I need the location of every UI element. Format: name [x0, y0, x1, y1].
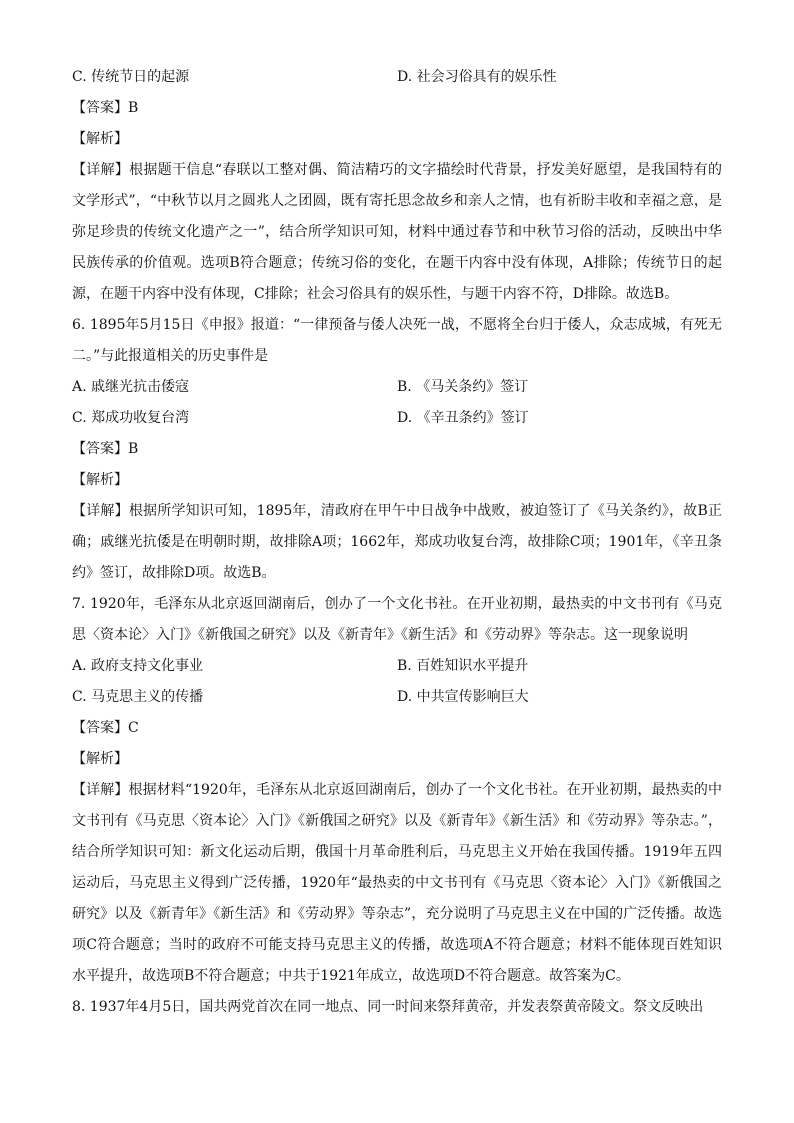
option-c: C. 郑成功收复台湾: [72, 410, 190, 426]
analysis-heading: 【解析】: [72, 472, 128, 488]
option-c: C. 传统节日的起源: [72, 69, 190, 85]
analysis-heading: 【解析】: [72, 751, 128, 767]
explanation-paragraph: 【详解】根据题干信息“春联以工整对偶、简洁精巧的文字描绘时代背景，抒发美好愿望，是我国特有的文学形式”，“中秋节以月之圆兆人之团圆，既有寄托思念故乡和亲人之情，也有祈盼丰收和幸福之意，是弥足珍贵的传统文化遗产之一”，结合所学知识可知，材料中通过春节和中秋节习俗的活动，反映出中华民族传承的价值观。选项B符合题意；传统习俗的变化，在题干内容中没有体现，A排除；传统节日的起源，在题干内容中没有体现，C排除；社会习俗具有的娱乐性，与题干内容不符，D排除。故选B。: [72, 162, 722, 302]
options-row: [72, 372, 722, 403]
question-8: 8. 1937年4月5日，国共两党首次在同一地点、同一时间来祭拜黄帝，并发表祭黄帝陵文。祭文反映出: [72, 999, 704, 1015]
option-a: A. 政府支持文化事业: [72, 658, 204, 674]
analysis-heading: 【解析】: [72, 131, 128, 147]
question-7: 7. 1920年，毛泽东从北京返回湖南后，创办了一个文化书社。在开业初期，最热卖的中文书刊有《马克思〈资本论〉入门》《新俄国之研究》以及《新青年》《新生活》和《劳动界》等杂志。这一现象说明: [72, 596, 722, 643]
explanation-paragraph: 【详解】根据所学知识可知，1895年，清政府在甲午中日战争中战败，被迫签订了《马关条约》，故B正确；戚继光抗倭是在明朝时期，故排除A项；1662年，郑成功收复台湾，故排除C项；1901年，《辛丑条约》签订，故排除D项。故选B。: [72, 503, 722, 581]
answer-line: 【答案】B: [72, 100, 139, 116]
options-row: [72, 403, 722, 434]
option-d: D. 社会习俗具有的娱乐性: [397, 69, 557, 85]
question-6: 6. 1895年5月15日《申报》报道：“一律预备与倭人决死一战，不愿将全台归于倭人，众志成城，有死无二。”与此报道相关的历史事件是: [72, 317, 722, 364]
option-d: D. 中共宣传影响巨大: [397, 689, 529, 705]
options-row: [72, 651, 722, 682]
options-row: [72, 62, 722, 93]
explanation-paragraph: 【详解】根据材料“1920年，毛泽东从北京返回湖南后，创办了一个文化书社。在开业初期，最热卖的中文书刊有《马克思〈资本论〉入门》《新俄国之研究》以及《新青年》《新生活》和《劳动界》等杂志。”，结合所学知识可知：新文化运动后期，俄国十月革命胜利后，马克思主义开始在我国传播。1919年五四运动后，马克思主义得到广泛传播，1920年“最热卖的中文书刊有《马克思〈资本论〉入门》《新俄国之研究》以及《新青年》《新生活》和《劳动界》等杂志”，充分说明了马克思主义在中国的广泛传播。故选项C符合题意；当时的政府不可能支持马克思主义的传播，故选项A不符合题意；材料不能体现百姓知识水平提升，故选项B不符合题意；中共于1921年成立，故选项D不符合题意。故答案为C。: [72, 782, 722, 984]
document-content: [72, 62, 722, 1023]
answer-line: 【答案】C: [72, 720, 139, 736]
option-c: C. 马克思主义的传播: [72, 689, 204, 705]
answer-line: 【答案】B: [72, 441, 139, 457]
options-row: [72, 682, 722, 713]
option-b: B. 《马关条约》签订: [397, 379, 529, 395]
option-a: A. 戚继光抗击倭寇: [72, 379, 190, 395]
option-d: D. 《辛丑条约》签订: [397, 410, 529, 426]
option-b: B. 百姓知识水平提升: [397, 658, 529, 674]
